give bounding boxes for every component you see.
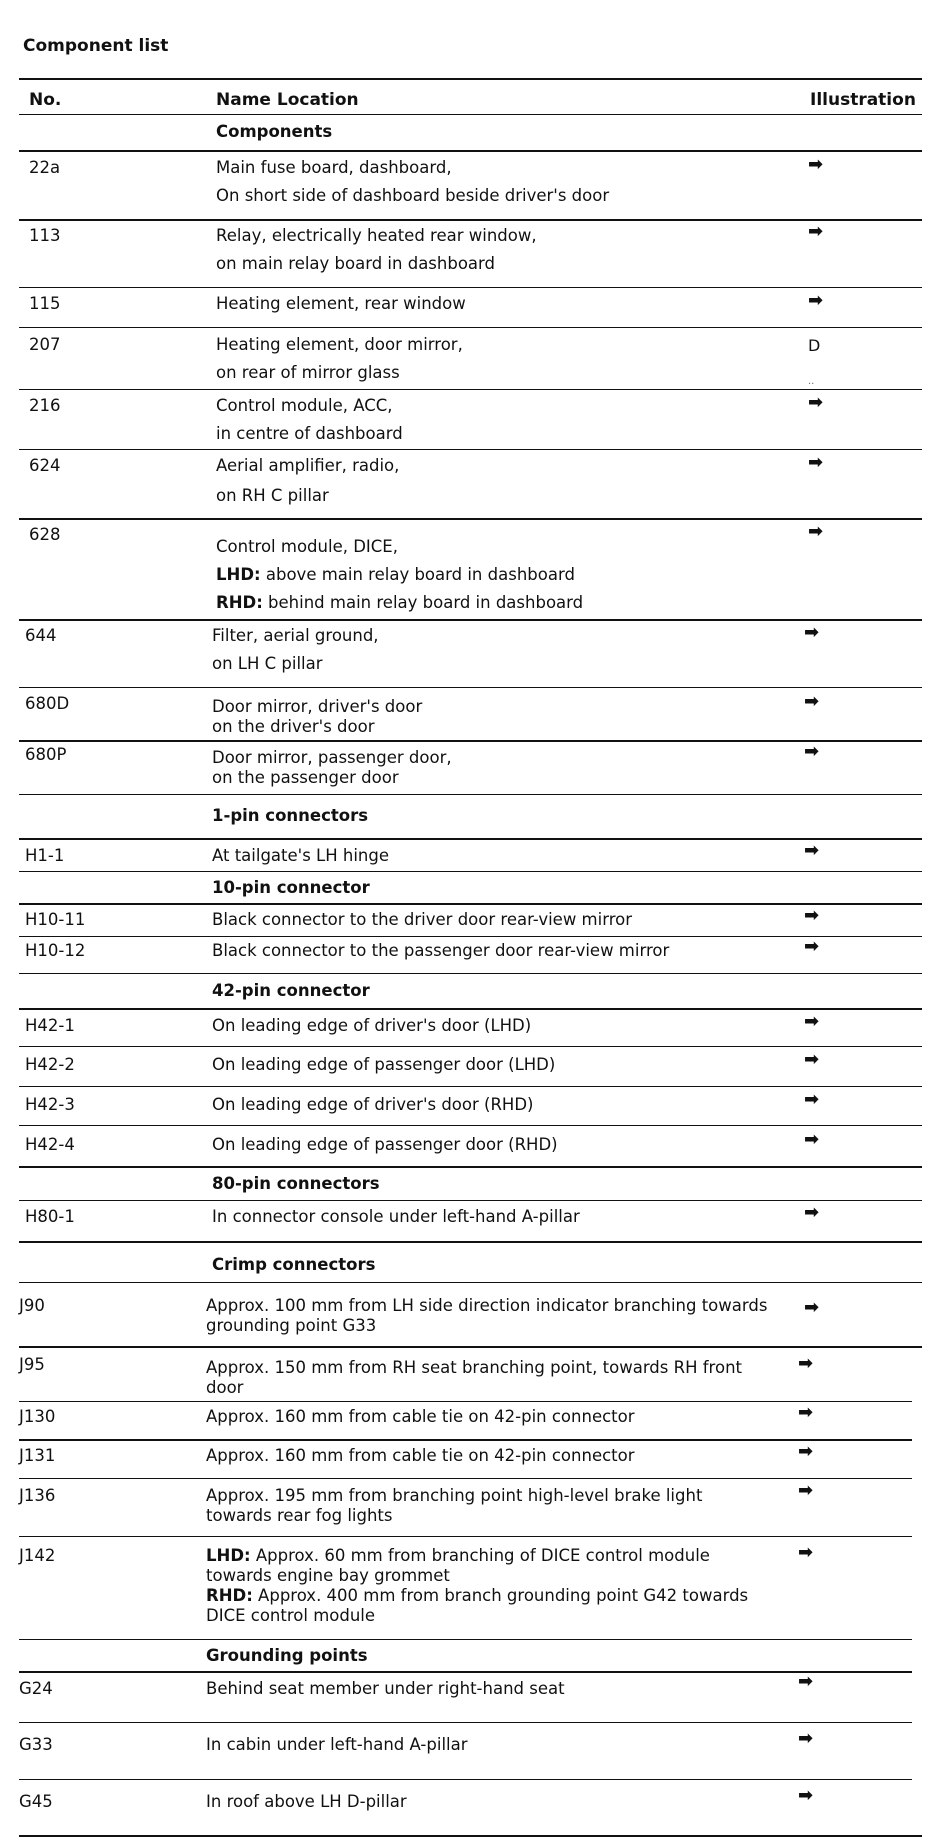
row-rule [19,1086,922,1087]
stray-dots: .. [808,376,815,387]
arrow-right-icon: ➡ [804,622,820,643]
row-number: H42-3 [25,1095,75,1114]
row-rule [19,287,922,288]
row-number: H80-1 [25,1207,75,1226]
arrow-right-icon: ➡ [804,1049,820,1070]
row-rule [19,903,922,905]
row-location-line: On short side of dashboard beside driver's door [216,186,610,205]
arrow-right-icon: ➡ [798,1785,814,1806]
row-location-line: Heating element, door mirror, [216,335,463,354]
arrow-right-icon: ➡ [808,521,824,542]
row-rule [19,518,922,520]
row-rule [19,619,922,621]
row-location-line: Approx. 195 mm from branching point high-level brake light [206,1486,703,1505]
row-number: J130 [19,1407,56,1426]
column-header-name-location: Name Location [216,90,359,110]
row-location-line: in centre of dashboard [216,424,403,443]
row-rule [19,973,922,974]
row-location-line: In cabin under left-hand A-pillar [206,1735,468,1754]
row-number: H42-4 [25,1135,75,1154]
arrow-right-icon: ➡ [798,1671,814,1692]
row-rule [19,1478,912,1479]
row-number: 115 [29,294,61,313]
arrow-right-icon: ➡ [804,741,820,762]
row-location-line: towards engine bay grommet [206,1566,450,1585]
lhd-text: Approx. 60 mm from branching of DICE control module [250,1546,710,1565]
row-rule [19,1722,912,1723]
row-number: J131 [19,1446,56,1465]
row-location-line: In connector console under left-hand A-pillar [212,1207,580,1226]
table-top-rule [19,78,922,80]
row-location-line: on the passenger door [212,768,399,787]
section-heading: Crimp connectors [212,1255,376,1274]
arrow-right-icon: ➡ [798,1353,814,1374]
row-number: J95 [19,1355,45,1374]
row-number: 628 [29,525,61,544]
section-heading: Grounding points [206,1646,368,1665]
row-rule [19,327,922,328]
row-location-line: Approx. 160 mm from cable tie on 42-pin connector [206,1407,635,1426]
row-number: 680D [25,694,70,713]
row-number: H10-12 [25,941,86,960]
row-number: J136 [19,1486,56,1505]
row-rule [19,1282,922,1283]
rhd-text: Approx. 400 mm from branch grounding point G42 towards [252,1586,749,1605]
row-location-line: on RH C pillar [216,486,329,505]
section-heading: 80-pin connectors [212,1174,380,1193]
row-rule [19,1166,922,1168]
row-number: 644 [25,626,57,645]
row-number: H42-1 [25,1016,75,1035]
arrow-right-icon: ➡ [808,290,824,311]
arrow-right-icon: ➡ [798,1542,814,1563]
arrow-right-icon: ➡ [804,1129,820,1150]
row-location-line: Behind seat member under right-hand seat [206,1679,565,1698]
arrow-right-icon: ➡ [808,452,824,473]
arrow-right-icon: ➡ [804,1089,820,1110]
row-location-line: Aerial amplifier, radio, [216,456,400,475]
row-rule [19,449,922,450]
row-location-line: DICE control module [206,1606,376,1625]
row-location-line: Approx. 150 mm from RH seat branching point, towards RH front [206,1358,742,1377]
rhd-label: RHD: [206,1586,253,1605]
header-rule [19,114,922,115]
row-rule [19,150,922,152]
arrow-right-icon: ➡ [804,1202,820,1223]
illustration-letter: D [808,336,821,355]
row-location-line: Relay, electrically heated rear window, [216,226,537,245]
section-heading: 1-pin connectors [212,806,369,825]
section-heading: 42-pin connector [212,981,370,1000]
row-rule [19,1046,922,1047]
arrow-right-icon: ➡ [804,936,820,957]
row-location-line [216,589,583,617]
row-location-line: door [206,1378,244,1397]
section-heading: Components [216,122,333,141]
arrow-right-icon: ➡ [804,840,820,861]
row-rule [19,1008,922,1010]
row-rule [19,1639,912,1640]
row-location-line: At tailgate's LH hinge [212,846,390,865]
arrow-right-icon: ➡ [808,221,824,242]
row-rule [19,794,922,795]
row-location-line: on main relay board in dashboard [216,254,496,273]
row-location-line: on LH C pillar [212,654,323,673]
row-rule [19,1536,912,1537]
row-location-line: on the driver's door [212,717,375,736]
row-number: 624 [29,456,61,475]
row-location-line: On leading edge of passenger door (RHD) [212,1135,558,1154]
lhd-label: LHD: [216,565,261,584]
row-location-line: In roof above LH D-pillar [206,1792,407,1811]
arrow-right-icon: ➡ [804,1011,820,1032]
lhd-label: LHD: [206,1546,251,1565]
rhd-text: behind main relay board in dashboard [262,593,584,612]
row-location-line: Approx. 160 mm from cable tie on 42-pin connector [206,1446,635,1465]
lhd-text: above main relay board in dashboard [260,565,575,584]
row-number: H10-11 [25,910,86,929]
row-number: 113 [29,226,61,245]
row-number: 680P [25,745,67,764]
row-number: 216 [29,396,61,415]
row-rule [19,838,922,840]
section-heading: 10-pin connector [212,878,370,897]
row-rule [19,1779,912,1780]
row-rule [19,1125,922,1126]
row-location-line: Filter, aerial ground, [212,626,379,645]
row-rule [19,740,922,742]
row-location-line [206,1585,748,1606]
arrow-right-icon: ➡ [798,1728,814,1749]
arrow-right-icon: ➡ [798,1441,814,1462]
row-rule [19,219,922,221]
row-location-line: Control module, DICE, [216,537,398,556]
table-bottom-rule [19,1835,922,1837]
arrow-right-icon: ➡ [808,154,824,175]
row-rule [19,687,922,688]
row-number: H1-1 [25,846,65,865]
page-title: Component list [23,36,169,56]
rhd-label: RHD: [216,593,263,612]
row-location-line: On leading edge of driver's door (RHD) [212,1095,534,1114]
row-number: 207 [29,335,61,354]
row-rule [19,871,922,872]
arrow-right-icon: ➡ [808,392,824,413]
row-rule [19,1346,922,1348]
row-location-line [206,1545,710,1566]
row-location-line: grounding point G33 [206,1316,377,1335]
column-header-no: No. [29,90,62,110]
arrow-right-icon: ➡ [804,691,820,712]
arrow-right-icon: ➡ [798,1480,814,1501]
row-location-line: Door mirror, passenger door, [212,748,452,767]
row-rule [19,1671,912,1673]
row-location-line: On leading edge of driver's door (LHD) [212,1016,532,1035]
row-rule [19,389,922,390]
row-location-line: Main fuse board, dashboard, [216,158,452,177]
arrow-right-icon: ➡ [798,1402,814,1423]
column-header-illustration: Illustration [810,90,916,110]
row-location-line: Door mirror, driver's door [212,697,423,716]
row-location-line [216,561,575,589]
row-location-line: towards rear fog lights [206,1506,393,1525]
row-number: G33 [19,1735,53,1754]
row-number: 22a [29,158,61,177]
row-number: G45 [19,1792,53,1811]
row-rule [19,1241,922,1243]
arrow-right-icon: ➡ [804,905,820,926]
row-location-line: Control module, ACC, [216,396,393,415]
row-number: J142 [19,1546,56,1565]
row-location-line: Approx. 100 mm from LH side direction indicator branching towards [206,1296,768,1315]
row-location-line: Heating element, rear window [216,294,466,313]
row-number: H42-2 [25,1055,75,1074]
row-rule [19,1439,912,1441]
row-location-line: on rear of mirror glass [216,363,400,382]
row-location-line: On leading edge of passenger door (LHD) [212,1055,556,1074]
row-location-line: Black connector to the passenger door rear-view mirror [212,941,670,960]
row-location-line: Black connector to the driver door rear-view mirror [212,910,633,929]
row-rule [19,1401,912,1402]
row-rule [19,1200,922,1201]
row-number: J90 [19,1296,45,1315]
arrow-right-icon: ➡ [804,1297,820,1318]
row-number: G24 [19,1679,53,1698]
